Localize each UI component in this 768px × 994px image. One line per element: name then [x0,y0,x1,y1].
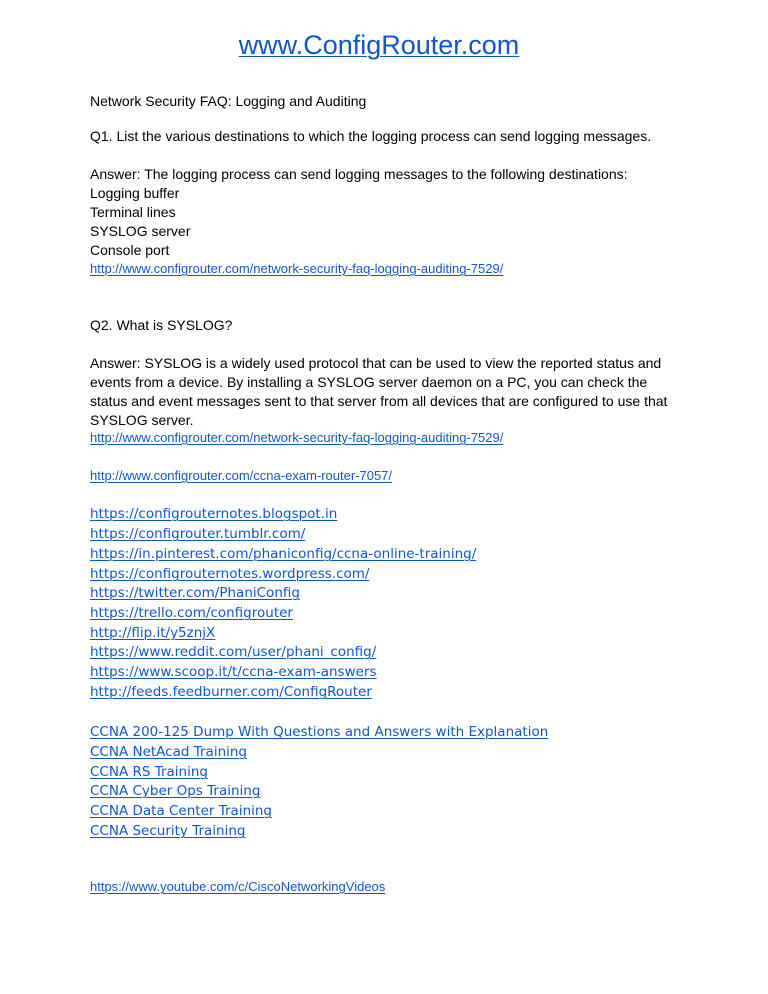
training-link-line [90,822,245,840]
trello-link[interactable]: https://trello.com/configrouter [90,605,293,621]
pinterest-link[interactable]: https://in.pinterest.com/phaniconfig/ccna-online-training/ [90,546,477,562]
scoopit-link[interactable]: https://www.scoop.it/t/ccna-exam-answers [90,664,377,680]
youtube-link-line [90,878,385,896]
q2-link-line [90,429,503,447]
q1-destination-item: Terminal lines [90,204,176,220]
q1-destination-item: SYSLOG server [90,223,191,239]
training-link-line [90,723,548,741]
youtube-channel-link[interactable]: https://www.youtube.com/c/CiscoNetworkingVideos [90,879,386,894]
training-link-line [90,743,247,761]
q2-answer-line: Answer: SYSLOG is a widely used protocol that can be used to view the reported status and [90,355,662,371]
ccna-exam-router-link[interactable]: http://www.configrouter.com/ccna-exam-router-7057/ [90,468,393,483]
ccna-cyber-ops-link[interactable]: CCNA Cyber Ops Training [90,783,261,799]
q1-faq-link[interactable]: http://www.configrouter.com/network-security-faq-logging-auditing-7529/ [90,261,504,276]
social-link-line [90,683,372,701]
blogspot-link[interactable]: https://configrouternotes.blogspot.in [90,506,338,522]
tumblr-link[interactable]: https://configrouter.tumblr.com/ [90,526,306,542]
q2-faq-link[interactable]: http://www.configrouter.com/network-security-faq-logging-auditing-7529/ [90,430,504,445]
ccna-netacad-link[interactable]: CCNA NetAcad Training [90,744,247,760]
social-link-line [90,643,376,661]
social-link-line [90,505,337,523]
ccna-rs-link[interactable]: CCNA RS Training [90,764,208,780]
feedburner-link[interactable]: http://feeds.feedburner.com/ConfigRouter [90,684,372,700]
social-link-line [90,624,215,642]
site-title-link[interactable]: www.ConfigRouter.com [238,30,520,60]
social-link-line [90,584,300,602]
training-link-line [90,802,272,820]
q1-question: Q1. List the various destinations to which the logging process can send logging messages. [90,128,652,144]
q2-answer-line: status and event messages sent to that server from all devices that are configured to use that [90,393,668,409]
social-link-line [90,565,369,583]
social-link-line [90,545,476,563]
ccna-data-center-link[interactable]: CCNA Data Center Training [90,803,272,819]
flipboard-link[interactable]: http://flip.it/y5znjX [90,625,216,641]
wordpress-link[interactable]: https://configrouternotes.wordpress.com/ [90,566,370,582]
q1-answer-intro: Answer: The logging process can send logging messages to the following destinations: [90,166,628,182]
q1-destination-item: Console port [90,242,170,258]
training-link-line [90,782,260,800]
ccna-dump-link[interactable]: CCNA 200-125 Dump With Questions and Answers with Explanation [90,724,549,740]
social-link-line [90,663,377,681]
q2-question: Q2. What is SYSLOG? [90,317,233,333]
exam-link-line [90,467,392,485]
q2-answer-line: events from a device. By installing a SYSLOG server daemon on a PC, you can check the [90,374,648,390]
training-link-line [90,763,208,781]
q2-answer-line: SYSLOG server. [90,412,194,428]
social-link-line [90,604,293,622]
q1-link-line [90,260,503,278]
twitter-link[interactable]: https://twitter.com/PhaniConfig [90,585,300,601]
ccna-security-link[interactable]: CCNA Security Training [90,823,246,839]
social-link-line [90,525,305,543]
reddit-link[interactable]: https://www.reddit.com/user/phani_config/ [90,644,377,660]
document-heading: Network Security FAQ: Logging and Auditing [90,93,367,109]
q1-destination-item: Logging buffer [90,185,180,201]
